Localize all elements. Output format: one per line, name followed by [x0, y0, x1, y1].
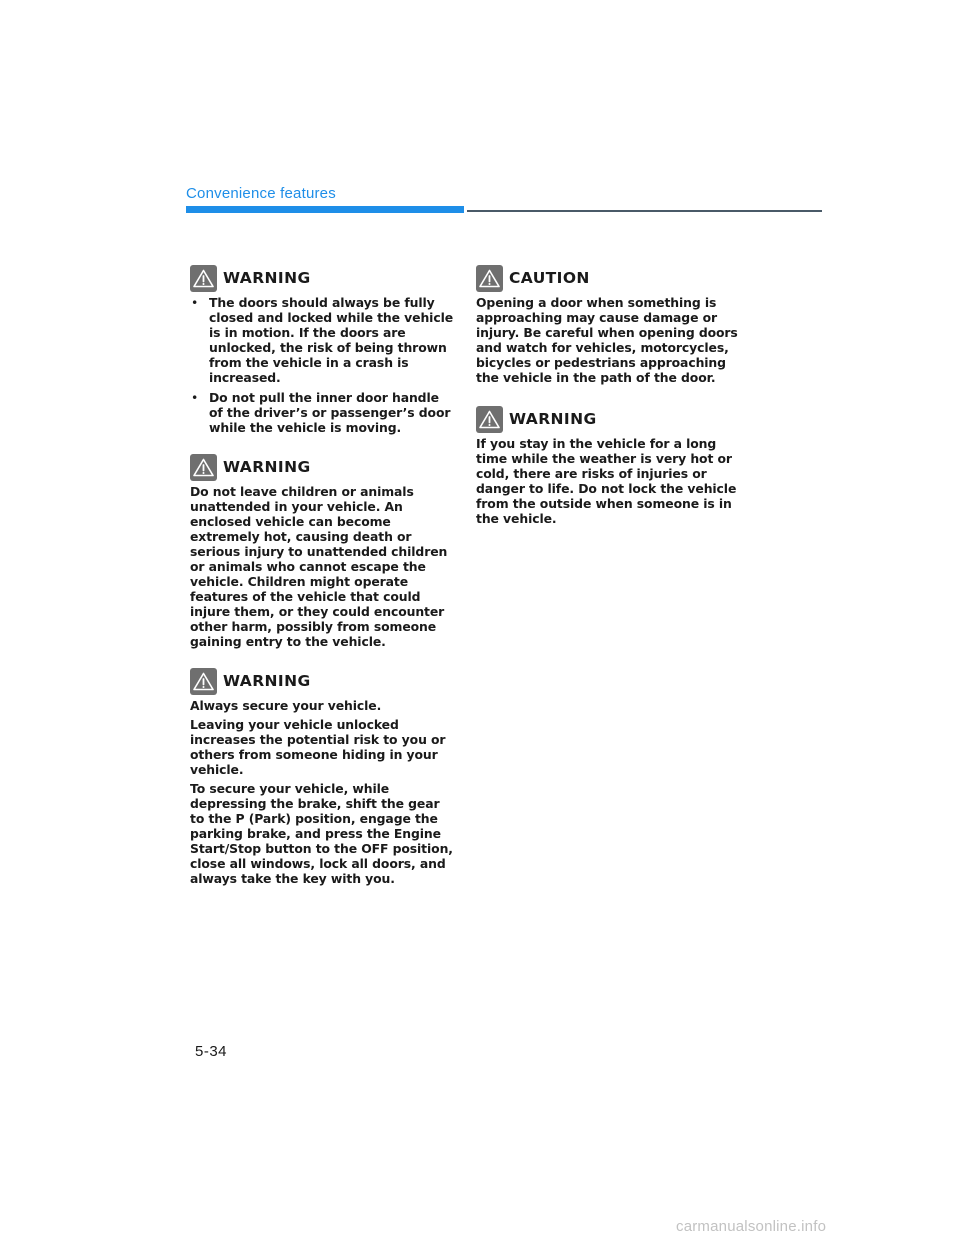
list-item: • Do not pull the inner door handle of the driver’s or passenger’s door while the vehicle is moving. [190, 390, 455, 435]
warning-header [476, 405, 741, 433]
section-title: Convenience features [186, 185, 336, 202]
warning-triangle-icon [476, 265, 503, 292]
warning-text: Do not leave children or animals unattended in your vehicle. An enclosed vehicle can become extremely hot, causing death or serious injury to unattended children or animals who cannot escape the vehicle. Children might operate features of the vehicle that could injure them, or they could encounter other harm, possibly from someone gaining entry to the vehicle. [190, 484, 448, 649]
header-rule [467, 210, 822, 212]
warning-title: WARNING [223, 458, 311, 476]
left-column [190, 264, 455, 908]
warning-triangle-icon [190, 454, 217, 481]
warning-text: Leaving your vehicle unlocked increases the potential risk to you or others from someone hiding in your vehicle. [190, 717, 446, 777]
warning-box-children [190, 453, 455, 649]
caution-header [476, 264, 741, 292]
caution-text: Opening a door when something is approaching may cause damage or injury. Be careful when opening doors and watch for vehicles, motorcycles, bicycles or pedestrians approaching the vehicle in the path of the door. [476, 295, 738, 385]
warning-box-temperature [476, 405, 741, 526]
warning-text: Always secure your vehicle. [190, 698, 382, 713]
list-item: • The doors should always be fully closed and locked while the vehicle is in motion. If the doors are unlocked, the risk of being thrown from the vehicle in a crash is increased. [190, 295, 455, 385]
warning-header [190, 264, 455, 292]
warning-triangle-icon [476, 406, 503, 433]
warning-text: If you stay in the vehicle for a long time while the weather is very hot or cold, there are risks of injuries or danger to life. Do not lock the vehicle from the outside when someone is in the vehicle. [476, 436, 737, 526]
header-rule-accent [186, 206, 464, 213]
warning-box-door-lock [190, 264, 455, 435]
caution-box-door-opening [476, 264, 741, 385]
warning-title: WARNING [223, 672, 311, 690]
warning-title: WARNING [223, 269, 311, 287]
right-column [476, 264, 741, 548]
warning-title: WARNING [509, 410, 597, 428]
warning-box-secure-vehicle [190, 667, 455, 886]
warning-triangle-icon [190, 668, 217, 695]
page-number: 5-34 [195, 1043, 228, 1060]
warning-triangle-icon [190, 265, 217, 292]
caution-title: CAUTION [509, 269, 590, 287]
warning-text: To secure your vehicle, while depressing the brake, shift the gear to the P (Park) position, engage the parking brake, and press the Engine Start/Stop button to the OFF position, close all windows, lock all doors, and always take the key with you. [190, 781, 453, 886]
warning-header [190, 453, 455, 481]
warning-header [190, 667, 455, 695]
warning-bullet-list [190, 295, 455, 435]
watermark: carmanualsonline.info [676, 1218, 827, 1235]
